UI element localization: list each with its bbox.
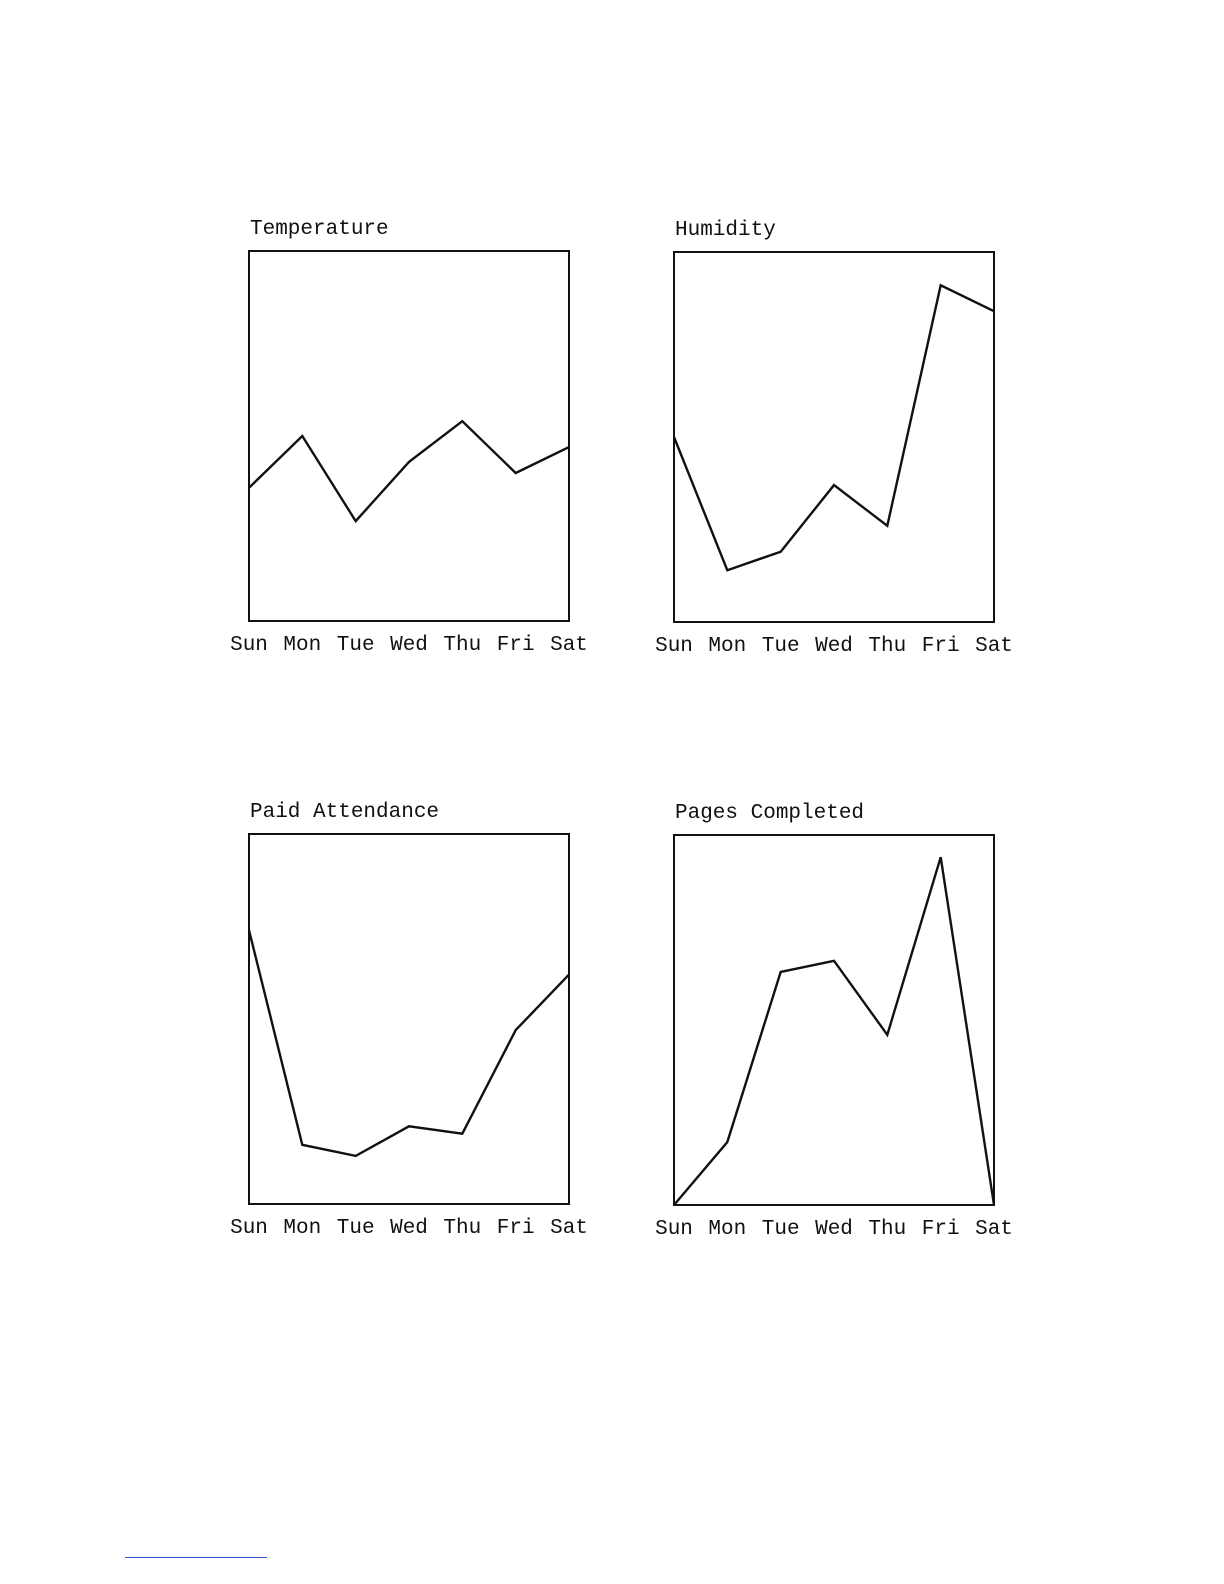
x-tick-label: Thu [868, 1218, 907, 1241]
chart-title: Paid Attendance [250, 801, 440, 824]
x-tick-label: Sat [550, 1217, 588, 1240]
x-tick-label: Sat [975, 635, 1013, 658]
temperature-chart [230, 218, 605, 678]
x-tick-label: Sat [975, 1218, 1013, 1241]
x-tick-label: Sun [230, 1217, 268, 1240]
chart-title: Pages Completed [675, 802, 865, 825]
footer-rule [125, 1557, 267, 1558]
series-line [674, 285, 994, 570]
chart-title: Temperature [250, 218, 389, 241]
x-tick-label: Tue [761, 635, 800, 658]
paid-attendance-plot [230, 831, 588, 1241]
series-line [249, 421, 569, 521]
x-tick-label: Fri [496, 634, 535, 657]
x-tick-label: Thu [443, 1217, 482, 1240]
series-line [249, 930, 569, 1156]
x-tick-label: Mon [283, 1217, 322, 1240]
x-tick-label: Thu [868, 635, 907, 658]
x-tick-label: Tue [336, 634, 375, 657]
x-tick-label: Wed [815, 1218, 853, 1241]
plot-frame [249, 834, 569, 1204]
pages-completed-plot [655, 832, 1013, 1242]
x-tick-label: Wed [815, 635, 853, 658]
humidity-chart [655, 219, 1030, 679]
plot-frame [674, 252, 994, 622]
x-tick-label: Mon [708, 635, 747, 658]
x-tick-label: Thu [443, 634, 482, 657]
temperature-plot [230, 248, 588, 658]
humidity-plot [655, 249, 1013, 659]
x-tick-label: Mon [283, 634, 322, 657]
x-tick-label: Mon [708, 1218, 747, 1241]
pages-completed-chart [655, 802, 1030, 1262]
series-line [674, 857, 994, 1205]
x-tick-label: Sun [655, 1218, 693, 1241]
x-tick-label: Fri [921, 1218, 960, 1241]
x-tick-label: Fri [496, 1217, 535, 1240]
x-tick-label: Wed [390, 634, 428, 657]
plot-frame [249, 251, 569, 621]
x-tick-label: Wed [390, 1217, 428, 1240]
x-tick-label: Tue [761, 1218, 800, 1241]
chart-title: Humidity [675, 219, 776, 242]
paid-attendance-chart [230, 801, 605, 1261]
x-tick-label: Sun [655, 635, 693, 658]
x-tick-label: Tue [336, 1217, 375, 1240]
x-tick-label: Fri [921, 635, 960, 658]
x-tick-label: Sat [550, 634, 588, 657]
x-tick-label: Sun [230, 634, 268, 657]
